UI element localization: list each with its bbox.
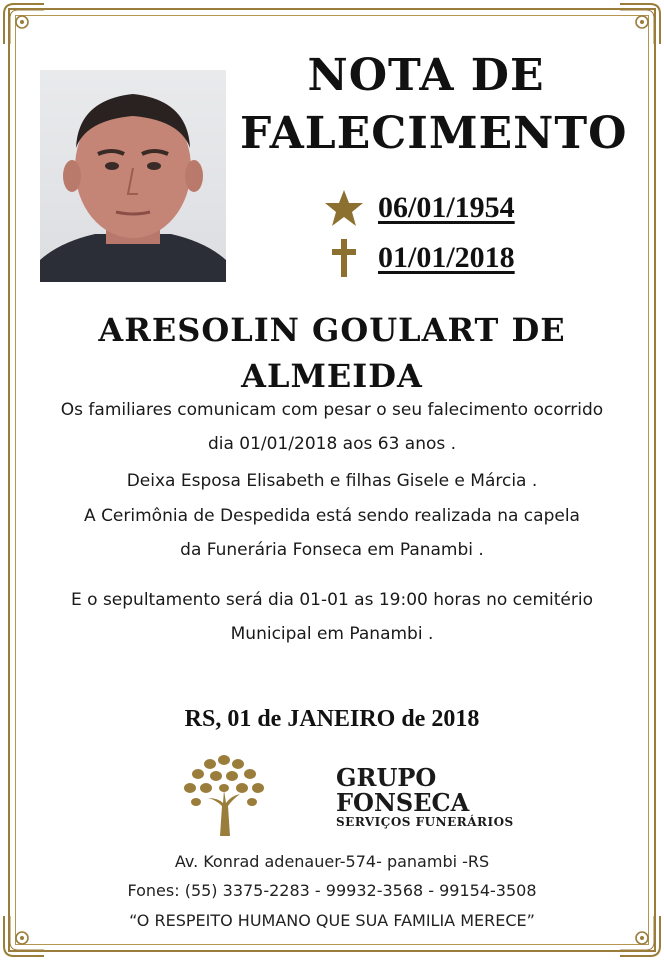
death-date: 01/01/2018 bbox=[378, 241, 515, 274]
slogan: “O RESPEITO HUMANO QUE SUA FAMILIA MERECE” bbox=[129, 911, 535, 930]
birth-date-row bbox=[322, 188, 515, 228]
address: Av. Konrad adenauer-574- panambi -RS bbox=[174, 852, 490, 871]
brand-name: GRUPO bbox=[336, 763, 437, 792]
death-date-row bbox=[322, 238, 515, 278]
deceased-name: ARESOLIN GOULART DE bbox=[98, 311, 566, 349]
body-line: dia 01/01/2018 aos 63 anos . bbox=[207, 434, 457, 454]
body-line: Municipal em Panambi . bbox=[230, 624, 434, 644]
phones: Fones: (55) 3375-2283 - 99932-3568 - 99154-3508 bbox=[127, 881, 537, 900]
place-date: RS, 01 de JANEIRO de 2018 bbox=[184, 706, 480, 732]
birth-date: 06/01/1954 bbox=[378, 191, 515, 224]
brand-name: FONSECA bbox=[336, 788, 470, 817]
body-line: Deixa Esposa Elisabeth e filhas Gisele e Márcia . bbox=[126, 471, 538, 491]
corner-ornament-icon bbox=[616, 0, 664, 48]
tree-icon bbox=[178, 750, 270, 838]
deceased-name: ALMEIDA bbox=[241, 357, 423, 395]
body-line: A Cerimônia de Despedida está sendo realizada na capela bbox=[84, 506, 580, 526]
body-line: da Funerária Fonseca em Panambi . bbox=[180, 540, 484, 560]
body-line: Os familiares comunicam com pesar o seu falecimento ocorrido bbox=[60, 400, 604, 420]
page-title: NOTA DE bbox=[307, 50, 545, 101]
brand-tagline: SERVIÇOS FUNERÁRIOS bbox=[336, 815, 514, 829]
cross-icon bbox=[322, 238, 366, 278]
corner-ornament-icon bbox=[0, 0, 48, 48]
page-title: FALECIMENTO bbox=[240, 108, 628, 159]
star-icon bbox=[322, 189, 366, 227]
deceased-photo bbox=[40, 70, 226, 282]
body-line: E o sepultamento será dia 01-01 as 19:00 horas no cemitério bbox=[71, 590, 593, 610]
